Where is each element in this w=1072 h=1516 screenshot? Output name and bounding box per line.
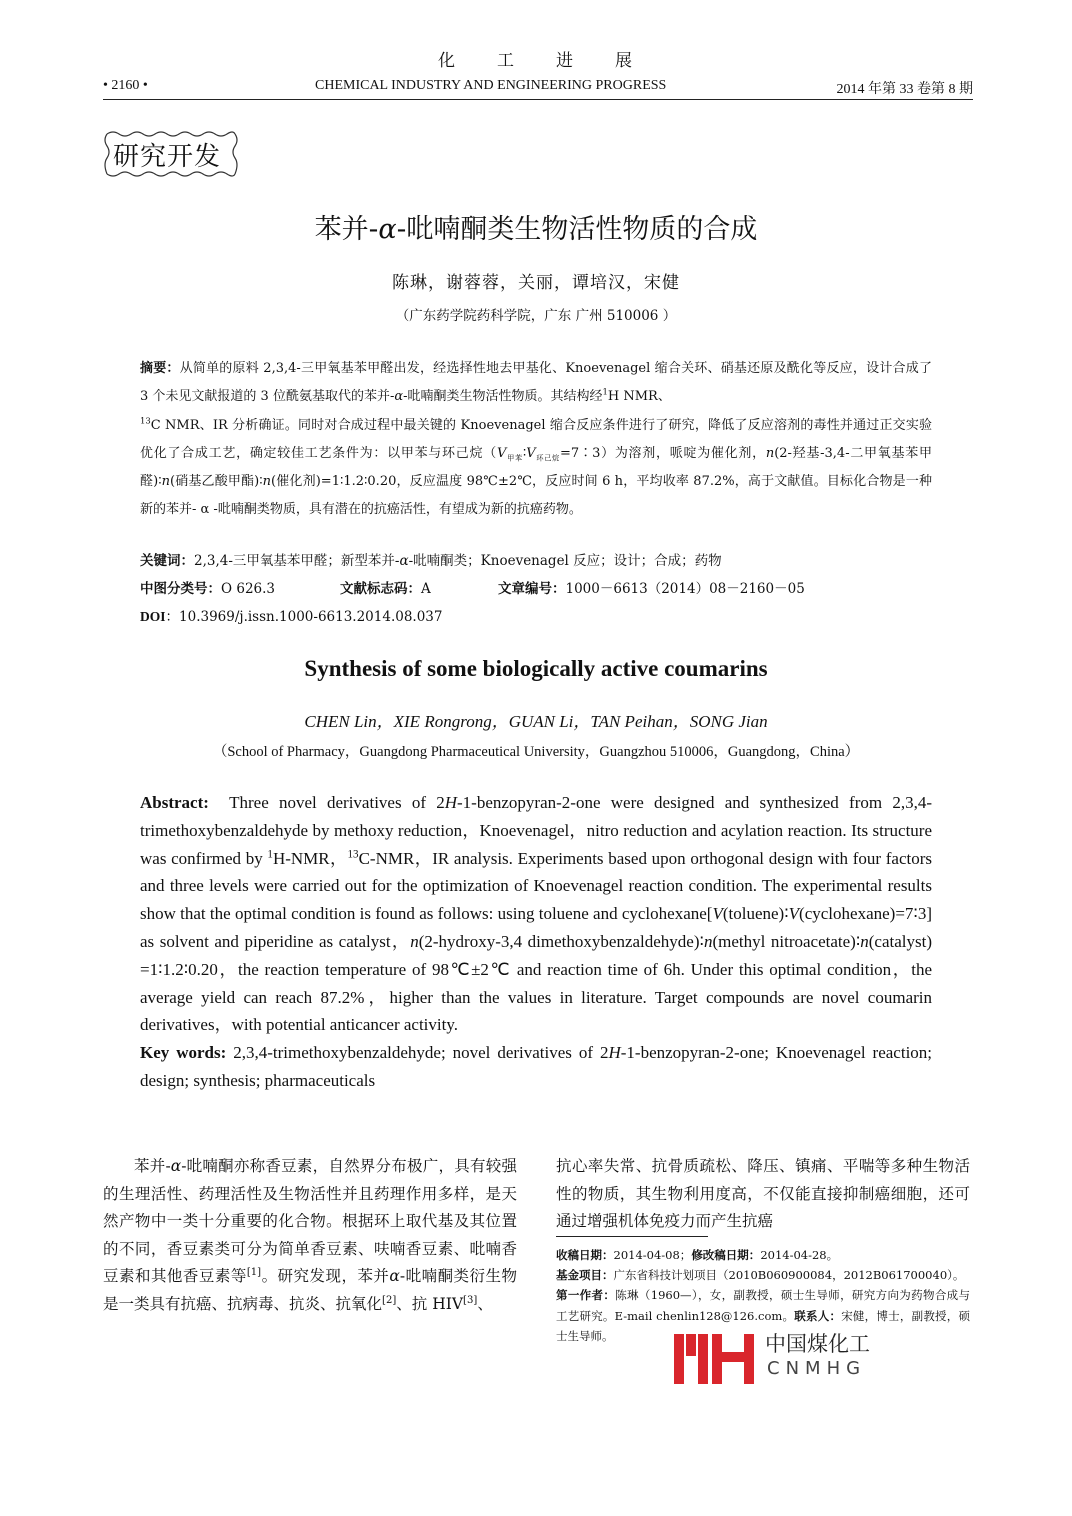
affiliation-cn: （广东药学院药科学院，广东 广州 510006 ）: [395, 308, 677, 324]
page-number: • 2160 •: [103, 78, 148, 93]
keywords-en-label: Key words:: [140, 1043, 227, 1063]
article-number: 文章编号：1000－6613（2014）08－2160－05: [498, 581, 805, 597]
affiliation-en: （School of Pharmacy，Guangdong Pharmaceutical University，Guangzhou 510006，Guangdong，China）: [212, 744, 860, 760]
journal-title-cn: 化工进展: [438, 51, 674, 71]
doi: DOI：10.3969/j.issn.1000-6613.2014.08.037: [140, 609, 443, 625]
header-rule: [103, 99, 973, 100]
title-en: Synthesis of some biologically active coumarins: [304, 656, 768, 681]
title-cn: 苯并-α-吡喃酮类生物活性物质的合成: [314, 214, 758, 245]
cnmhg-logo-icon: [672, 1328, 760, 1386]
section-badge: [103, 128, 239, 180]
journal-title-en: CHEMICAL INDUSTRY AND ENGINEERING PROGRESS: [315, 78, 667, 93]
section-label: 研究开发: [113, 142, 222, 172]
abstract-en: Abstract: Three novel derivatives of 2H-1-benzopyran-2-one were designed and synthesized from 2,3,4-trimethoxybenzaldehyde by methoxy reduction，Knoevenagel，nitro reduction and acylation reaction. Its structure was confirmed by $^1$H-NMR，$^{13}$C-NMR，IR analysis. Experiments based upon orthogonal design with four factors and three levels were carried out for the optimization of Knoevenagel reaction condition. The experimental results show that the optimal condition is found as follows: using toluene and cyclohexane[V(toluene)∶V(cyclohexane)=7∶3] as solvent and piperidine as catalyst，n(2-hydroxy-3,4 dimethoxybenzaldehyde)∶n(methyl nitroacetate)∶n(catalyst) =1∶1.2∶0.20，the reaction temperature of 98℃±2℃ and reaction time of 6h. Under this optimal condition，the average yield can reach 87.2%，higher than the values in literature. Target compounds are novel coumarin derivatives，with potential anticancer activity. Key words: 2,3,4-trimethoxybenzaldehyde; novel derivatives of 2H-1-benzopyran-2-one; Knoevenagel reaction; design; synthesis; pharmaceuticals: [140, 793, 933, 1090]
watermark-text-cn: 中国煤化工: [765, 1332, 870, 1356]
clc-number: 中图分类号：O 626.3: [140, 581, 276, 597]
abstract-cn: 摘要：从简单的原料 2,3,4-三甲氧基苯甲醛出发，经选择性地去甲基化、Knoevenagel 缩合关环、硝基还原及酰化等反应，设计合成了 3 个未见文献报道的 3 位酰氨基取代的苯并-α-吡喃酮类生物活性物质。其结构经$^1$H NMR、 $^{13}$C NMR、IR 分析确证。同时对合成过程中最关键的 Knoevenagel 缩合反应条件进行了研究，降低了反应溶剂的毒性并通过正交实验优化了合成工艺，确定较佳工艺条件为：以甲苯与环己烷$(V_{甲苯}∶V_{环己烷}=7∶3)$为溶剂，哌啶为催化剂，n(2-羟基-3,4-二甲氧基苯甲醛)∶n(硝基乙酸甲酯)∶n(催化剂)=1∶1.2∶0.20，反应温度 98℃±2℃，反应时间 6 h，平均收率 87.2%，高于文献值。目标化合物是一种新的苯并- α -吡喃酮类物质，具有潜在的抗癌活性，有望成为新的抗癌药物。: [140, 361, 932, 518]
abstract-cn-label: 摘要：: [140, 361, 180, 376]
keywords-cn: 关键词：2,3,4-三甲氧基苯甲醛；新型苯并-α-吡喃酮类；Knoevenagel 反应；设计；合成；药物: [140, 553, 722, 569]
body-right-column: 抗心率失常、抗骨质疏松、降压、镇痛、平喘等多种生物活性的物质，其生物利用度高，不仅能直接抑制癌细胞，还可通过增强机体免疫力而产生抗癌: [556, 1157, 970, 1230]
issue-info: 2014 年第 33 卷第 8 期: [836, 82, 973, 97]
authors-cn: 陈琳，谢蓉蓉，关丽，谭培汉，宋健: [392, 273, 680, 293]
running-header: [103, 78, 973, 98]
footnote-rule: [556, 1236, 708, 1237]
abstract-en-label: Abstract:: [140, 793, 209, 812]
document-code: 文献标志码：A: [340, 581, 431, 597]
authors-en: CHEN Lin，XIE Rongrong，GUAN Li，TAN Peihan，SONG Jian: [304, 712, 768, 731]
footnote: 收稿日期：2014-04-08；修改稿日期：2014-04-28。 基金项目：广东省科技计划项目（2010B060900084，2012B061700040）。 第一作者：陈琳（1960—），女，副教授，硕士生导师，研究方向为药物合成与工艺研究。E-mail chenlin128@126.com。联系人：宋健，博士，副教授，硕士生导师。: [556, 1248, 971, 1343]
body-left-column: 苯并-α-吡喃酮亦称香豆素，自然界分布极广，具有较强的生理活性、药理活性及生物活性并且药理作用多样，是天然产物中一类十分重要的化合物。根据环上取代基及其位置的不同，香豆素类可分为简单香豆素、呋喃香豆素、吡喃香豆素和其他香豆素等[1]。研究发现，苯并α-吡喃酮类衍生物是一类具有抗癌、抗病毒、抗炎、抗氧化[2]、抗 HIV[3]、: [103, 1157, 517, 1313]
watermark-logo: [672, 1328, 882, 1388]
watermark-text-en: CNMHG: [767, 1358, 867, 1379]
classification-row: [140, 576, 932, 602]
